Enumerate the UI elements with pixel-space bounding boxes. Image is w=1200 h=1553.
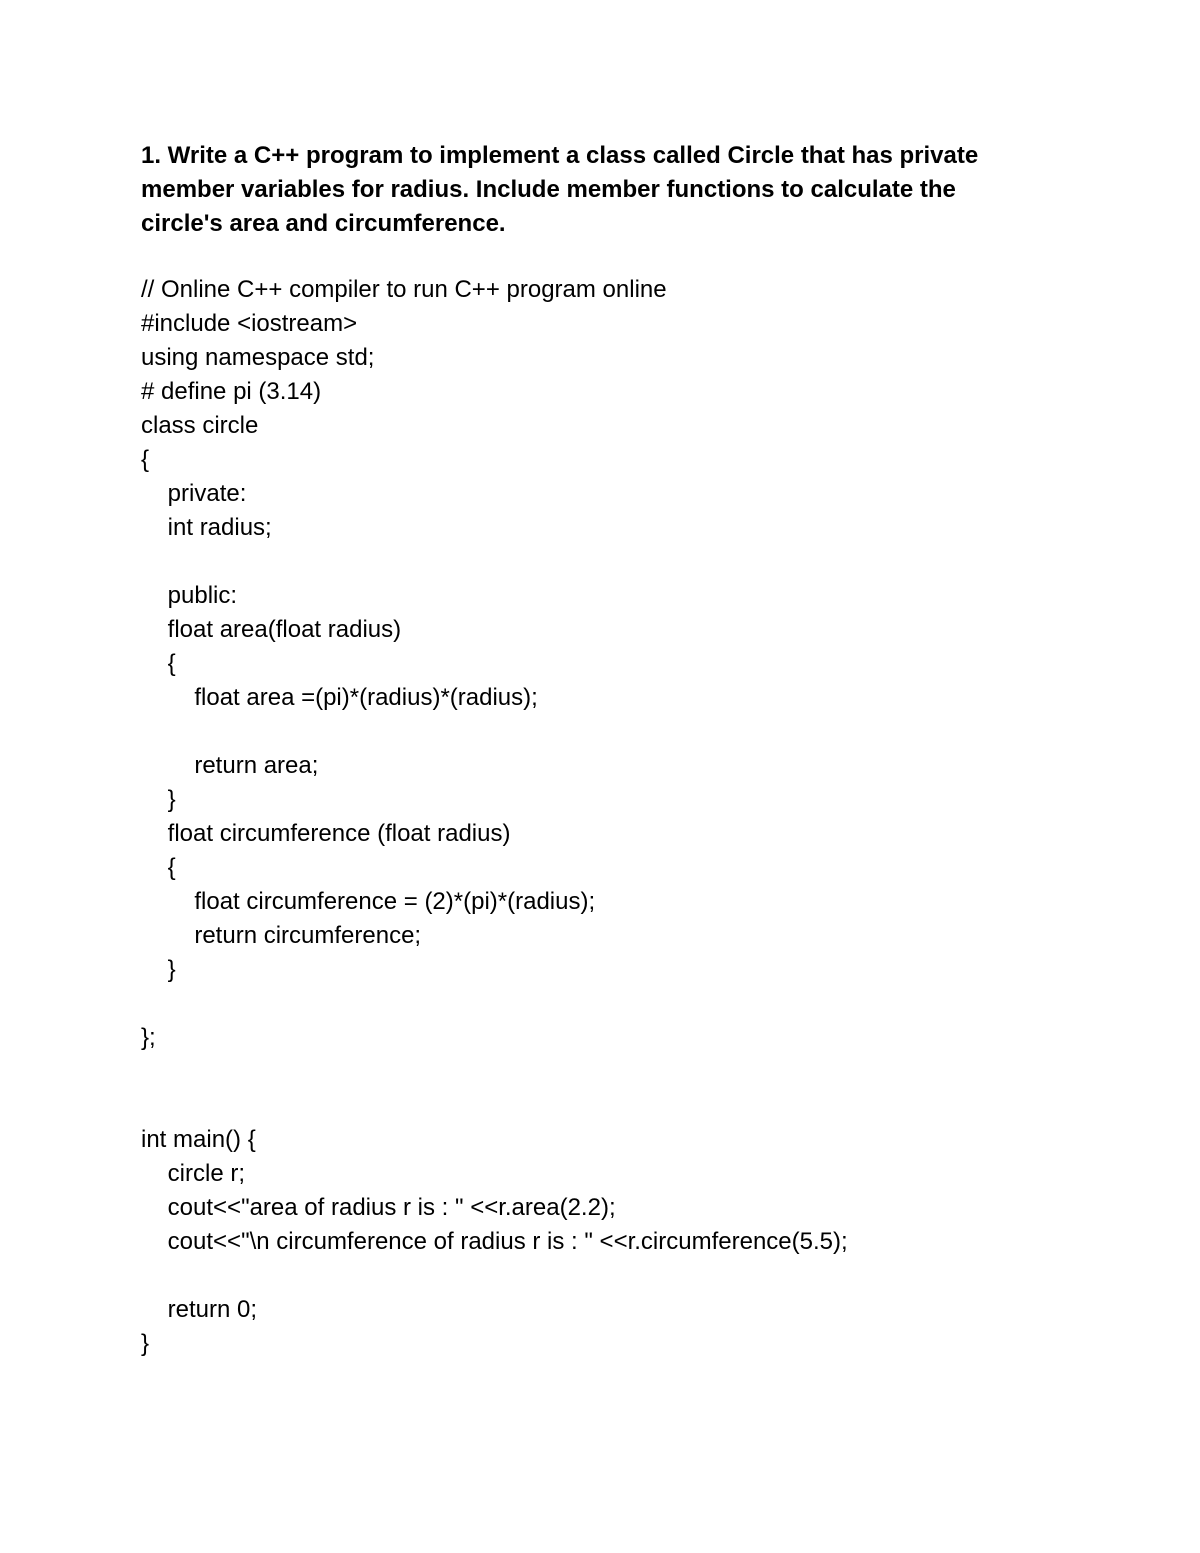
code-line: { (141, 446, 150, 473)
code-line (141, 987, 1141, 1021)
code-line: } (141, 956, 176, 983)
code-line: } (141, 1330, 150, 1357)
code-line (141, 715, 1141, 749)
question-line-3: circle's area and circumference. (141, 210, 506, 237)
code-line: private: (141, 480, 247, 507)
code-line: float area =(pi)*(radius)*(radius); (141, 684, 538, 711)
code-line: cout<<"\n circumference of radius r is : " <<r.circumference(5.5); (141, 1228, 848, 1255)
code-line: { (141, 650, 176, 677)
code-line: return circumference; (141, 922, 422, 949)
code-line: float area(float radius) (141, 616, 402, 643)
code-line: int main() { (141, 1126, 256, 1153)
code-line (141, 545, 1141, 579)
code-line (141, 1089, 1141, 1123)
code-line: circle r; (141, 1160, 246, 1187)
code-line: { (141, 854, 176, 881)
code-line: public: (141, 582, 238, 609)
question-line-1: 1. Write a C++ program to implement a class called Circle that has private (141, 142, 979, 169)
code-line: return area; (141, 752, 319, 779)
code-listing (141, 273, 1141, 1361)
code-line: } (141, 786, 176, 813)
code-line: float circumference (float radius) (141, 820, 511, 847)
code-line: // Online C++ compiler to run C++ program online (141, 276, 667, 303)
code-line: class circle (141, 412, 259, 439)
code-line: #include <iostream> (141, 310, 358, 337)
code-line: int radius; (141, 514, 272, 541)
code-line (141, 1259, 1141, 1293)
code-line (141, 1055, 1141, 1089)
code-line: float circumference = (2)*(pi)*(radius); (141, 888, 596, 915)
code-line: using namespace std; (141, 344, 375, 371)
code-line: }; (141, 1024, 156, 1051)
question-text (141, 139, 1071, 241)
question-line-2: member variables for radius. Include member functions to calculate the (141, 176, 956, 203)
code-line: # define pi (3.14) (141, 378, 322, 405)
code-line: cout<<"area of radius r is : " <<r.area(2.2); (141, 1194, 616, 1221)
code-line: return 0; (141, 1296, 258, 1323)
